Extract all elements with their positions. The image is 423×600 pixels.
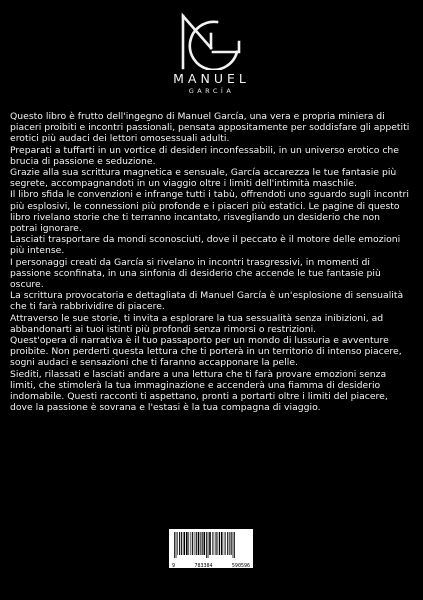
barcode-bar [179,532,180,555]
barcode-bar [198,532,200,555]
barcode-bar [194,532,195,555]
blurb-paragraph: I personaggi creati da García si rivelano in incontri trasgressivi, in momenti di passione sconfinata, in una sinfonia di desiderio che accende le tue fantasie più oscure. [10,256,381,291]
barcode-digit-group: 590596 [231,563,250,569]
barcode-bar [181,532,182,555]
barcode-bar [221,532,223,555]
barcode-bar [204,532,206,555]
author-surname: GARCÍA [188,87,235,95]
mg-monogram-icon [177,12,247,70]
barcode-bar [202,532,203,555]
barcode-bar [216,532,217,555]
barcode-bar [177,532,178,555]
blurb-paragraph: Preparati a tuffarti in un vortice di desideri inconfessabili, in un universo erotico che brucia di passione e seduzione. [10,144,399,167]
blurb-paragraph: Questo libro è frutto dell'ingegno di Manuel García, una vera e propria miniera di piaceri proibiti e incontri passionali, pensata appositamente per soddisfare gli appetiti erotici più audaci dei lettori omosessuali adulti. [10,111,410,145]
blurb-paragraph: Il libro sfida le convenzioni e infrange tutti i tabù, offrendoti uno sguardo sugli incontri più esplosivi, le connessioni più profonde e i piaceri più estatici. Le pagine di questo libro rivelano storie che ti terranno incantato, risvegliando un desiderio che non potrai ignorare. [10,189,409,235]
barcode-bar [186,532,188,555]
barcode-bar [209,532,211,555]
blurb-paragraph: Attraverso le sue storie, ti invita a esplorare la tua sessualità senza inibizioni, ad abbandonarti ai tuoi istinti più profondi senza rimorsi o restrizioni. [10,312,384,335]
barcode-digit-group: 783384 [194,563,213,569]
back-cover-blurb [10,111,410,413]
barcode-bar [234,532,235,558]
barcode-bar [176,532,177,558]
author-logo [0,12,423,95]
barcode-bar [225,532,226,555]
barcode-bar [224,532,225,555]
blurb-paragraph: Siediti, rilassati e lasciati andare a una lettura che ti farà provare emozioni senza limiti, che stimolerà la tua immaginazione e accenderà una fiamma di desiderio indomabile. Questi racconti ti aspettano, pronti a portarti oltre i limiti del piacere, dove la passione è sovrana e l'estasi è la tua compagna di viaggio. [10,368,388,414]
barcode-bar [190,532,191,555]
barcode-bar [206,532,207,558]
blurb-paragraph: Grazie alla sua scrittura magnetica e sensuale, García accarezza le tue fantasie più segrete, accompagnandoti in un viaggio oltre i limiti dell'intimità maschile. [10,167,397,190]
barcode-bar [219,532,220,555]
barcode-bar [188,532,189,555]
blurb-paragraph: La scrittura provocatoria e dettagliata di Manuel García è un'esplosione di sensualità che ti farà rabbrividire di piacere. [10,290,404,313]
barcode-digit-group: 9 [172,563,176,569]
blurb-paragraph: Lasciati trasportare da mondi sconosciuti, dove il peccato è il motore delle emozioni più intense. [10,234,401,257]
barcode-bar [229,532,230,555]
barcode-bar [184,532,186,555]
isbn-barcode [169,529,253,568]
barcode-bar [192,532,193,555]
barcode-bar [174,532,175,558]
barcode-bar [200,532,201,555]
barcode-number [172,563,250,569]
blurb-paragraph: Quest'opera di narrativa è il tuo passaporto per un mondo di lussuria e avventure proibite. Non perderti questa lettura che ti porterà in un territorio di intenso piacere, sogni audaci e sensazioni che ti faranno accapponare la pelle. [10,335,402,369]
barcode-bar [218,532,219,555]
barcode-bar [233,532,234,558]
barcode-bar [196,532,197,555]
barcode-bar [227,532,228,555]
barcode-bar [214,532,215,555]
barcode-bar [208,532,209,558]
barcode-bar [212,532,213,555]
barcode-bars [172,532,250,558]
author-name: MANUEL [173,71,250,86]
barcode-bar [231,532,232,555]
